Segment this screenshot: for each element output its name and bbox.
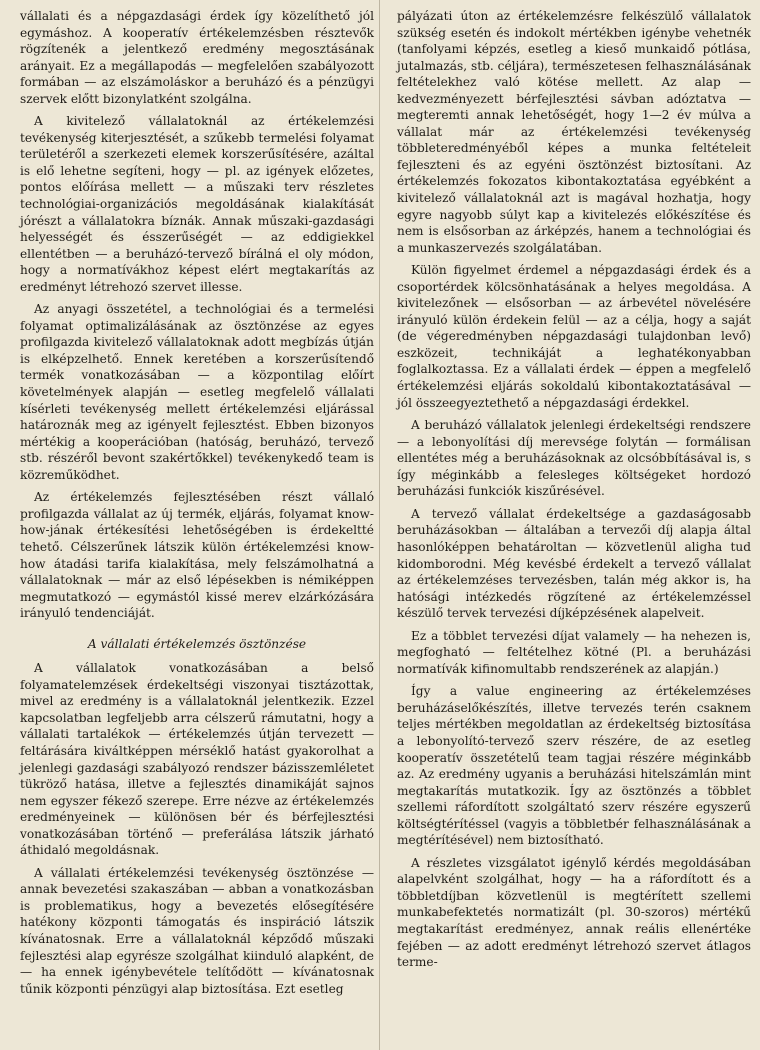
right-column — [397, 8, 751, 977]
paragraph: Az értékelemzés fejlesztésében részt vállaló profilgazda vállalat az új termék, eljárás, folyamat know-how-jának értékesítési lehetőségében is érdekeltté tehető. Célszerűnek látszik külön értékelemzési know-how átadási tarifa kialakítása, mely felszámolhatná a vállalatoknak — már az első lépésekben is némiképpen megmutatkozó — egymástól kissé merev elzárkózására irányuló tendenciáját. — [20, 490, 374, 621]
paragraph: Külön figyelmet érdemel a népgazdasági érdek és a csoportérdek kölcsönhatásának a helyes megoldása. A kivitelezőnek — elsősorban — az árbevétel növelésére irányuló külön érdekein felül — az a célja, hogy a saját (de végeredményben népgazdasági tulajdonban levő) eszközeit, technikáját a leghatékonyabban foglalkoztassa. Ez a vállalati érdek — éppen a megfelelő értékelemzési eljárás sokoldalú kibontakoztatásával — jól összeegyeztethető a népgazdasági érdekkel. — [397, 263, 751, 410]
column-divider — [379, 0, 380, 1050]
paragraph: A tervező vállalat érdekeltsége a gazdaságosabb beruházásokban — általában a tervezői díj alapja által hasonlóképpen behatároltan — közvetlenül aligha tud kidomborodni. Még kevésbé érdekelt a tervező vállalat az értékelemzéses tervezésben, talán még akkor is, ha hatósági intézkedés rögzítené az értékelemzéssel készülő tervek tervezési díjképzésének alapelveit. — [397, 506, 751, 621]
paragraph: Az anyagi összetétel, a technológiai és a termelési folyamat optimalizálásának az ösztönzése az egyes profilgazda kivitelező vállalatoknak adott megbízás útján is elképzelhető. Ennek keretében a korszerűsítendő termék vonatkozásában — a központilag előírt követelmények alapján — esetleg megfelelő vállalati kísérleti tevékenység mellett értékelemzési eljárással határoznák meg az igényelt fejlesztést. Ebben bizonyos mértékig a kooperációban (hatóság, beruházó, tervező stb. részéről bevont szakértőkkel) tevékenykedő team is közreműködhet. — [20, 302, 374, 482]
paragraph: Ez a többlet tervezési díjat valamely — ha nehezen is, megfogható — feltételhez kötné (Pl. a beruházási normatívák kifinomultabb rendszerének az alapján.) — [397, 628, 751, 676]
paragraph: A részletes vizsgálatot igénylő kérdés megoldásában alapelvként szolgálhat, hogy — ha a ráfordított és a többletdíjban közvetlenül is megtérített szellemi munkabefektetés normatizált (pl. 30-szoros) mértékű megtakarítást eredményez, annak reális ellenértéke fejében — az adott eredményt létrehozó szervet átlagos terme- — [397, 855, 751, 970]
paragraph: Így a value engineering az értékelemzéses beruházáselőkészítés, illetve tervezés terén csaknem teljes mértékben megoldatlan az érdekeltség biztosítása a lebonyolító-tervező szerv részére, de az esetleg kooperatív összetételű team tagjai részére méginkább az. Az eredmény ugyanis a beruházási hitelszámlán mint megtakarítás mutatkozik. Így az ösztönzés a többlet szellemi ráfordított szolgáltató szerv részére egyszerű költségtérítéssel (vagyis a többletbér felhasználásának a megtérítésével) nem biztosítható. — [397, 684, 751, 848]
left-column — [20, 8, 374, 1003]
paragraph: vállalati és a népgazdasági érdek így közelíthető jól egymáshoz. A kooperatív értékelemzésben résztevők rögzítenék a jelentkező eredmény megosztásának arányait. Ez a megállapodás — megfelelően szabályozott formában — az elszámoláskor a beruházó és a pénzügyi szervek előtt bizonylatként szolgálna. — [20, 9, 374, 106]
paragraph: A vállalatok vonatkozásában a belső folyamatelemzések érdekeltségi viszonyai tisztázottak, mivel az eredmény is a vállalatoknál jelentkezik. Ezzel kapcsolatban legfeljebb arra célszerű rámutatni, hogy a vállalati tartalékok — értékelemzés útján tervezett — feltárására kiváltképpen mérséklő hatást gyakorolhat a jelenlegi gazdasági szabályozó rendszer bázisszemléletet tükröző hatása, illetve a fejlesztés dinamikáját sajnos nem egyszer fékező szerepe. Erre nézve az értékelemzés eredményeinek — különösen bér és bérfejlesztési vonatkozásában történő — preferálása látszik járható áthidaló megoldásnak. — [20, 661, 374, 858]
paragraph: pályázati úton az értékelemzésre felkészülő vállalatok szükség esetén és indokolt mértékben igénybe vehetnék (tanfolyami képzés, esetleg a kieső munkaidő pótlása, jutalmazás, stb. céljára), természetesen felhasználásának feltételekhez való kötése mellett. Az alap — kedvezményezett bérfejlesztési sávban adóztatva — megteremti annak lehetőségét, hogy 1—2 év múlva a vállalat már az értékelemzési tevékenység többleteredményéből képes a munka feltételeit fejleszteni és az egyéni ösztönzést biztosítani. Az értékelemzés fokozatos kibontakoztatása egyébként a kivitelező vállalatoknál azt is magával hozhatja, hogy egyre nagyobb súlyt kap a kivitelezés előkészítése és nem is elsősorban az árképzés, hanem a technológiai és a munkaszervezés szolgálatában. — [397, 9, 751, 255]
paragraph: A vállalati értékelemzési tevékenység ösztönzése — annak bevezetési szakaszában — abban a vonatkozásban is problematikus, hogy a bevezetés elősegítésére hatékony központi támogatás és inspiráció látszik kívánatosnak. Erre a vállalatoknál képződő műszaki fejlesztési alap egyrésze szolgálhat kiinduló alapként, de — ha ennek igénybevétele telítődött — kívánatosnak tűnik központi pénzügyi alap biztosítása. Ezt esetleg — [20, 865, 374, 996]
paragraph: A beruházó vállalatok jelenlegi érdekeltségi rendszere — a lebonyolítási díj merevsége folytán — formálisan ellentétes még a beruházásoknak az olcsóbbításával is, s így méginkább a felesleges költségeket hordozó beruházási funkciók kiszűrésével. — [397, 418, 751, 499]
section-heading: A vállalati értékelemzés ösztönzése — [87, 636, 307, 651]
paragraph: A kivitelező vállalatoknál az értékelemzési tevékenység kiterjesztését, a szűkebb termelési folyamat területéről a szerkezeti elemek korszerűsítésére, azáltal is elő lehetne segíteni, hogy — pl. az igények előzetes, pontos előírása mellett — a műszaki terv részletes technológiai-organizációs megoldásának kialakítását jórészt a vállalatokra bíznák. Annak műszaki-gazdasági helyességét és ésszerűségét — az eddigiekkel ellentétben — a beruházó-tervező bírálná el oly módon, hogy a normatívákhoz képest elért megtakarítás az eredményt létrehozó szervet illesse. — [20, 114, 374, 294]
